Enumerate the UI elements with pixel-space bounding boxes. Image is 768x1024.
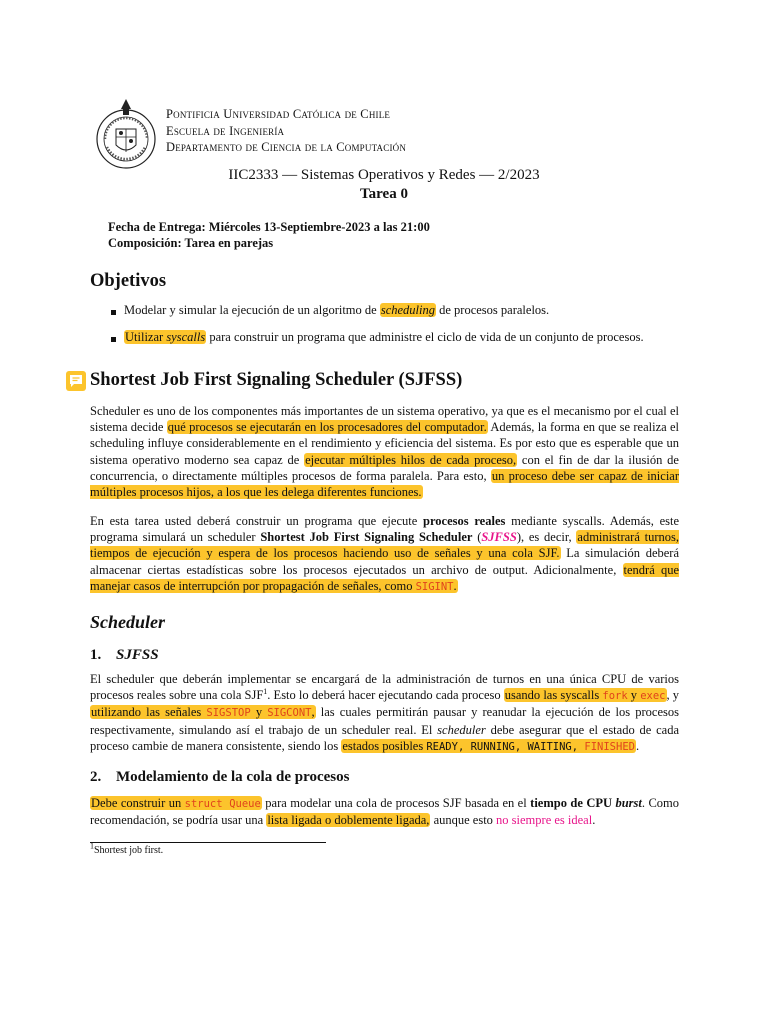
text-run: las cuales permitirán pausar y reanudar la ejecución de los procesos respectivamente, simulando así el trabajo de un scheduler real. El bbox=[90, 705, 679, 737]
due-date: Fecha de Entrega: Miércoles 13-Septiembre-2023 a las 21:00 bbox=[108, 220, 430, 234]
subsection-title-queue bbox=[90, 769, 349, 786]
bullet-square-icon bbox=[111, 310, 116, 315]
text-run: Shortest Job First Signaling Scheduler bbox=[260, 530, 473, 545]
text-run: , y bbox=[666, 688, 680, 703]
text-run: Debe construir un bbox=[91, 796, 185, 810]
paragraph-scheduler-intro bbox=[90, 403, 679, 500]
code-run: fork bbox=[602, 690, 628, 703]
code-run: FINISHED bbox=[584, 740, 635, 753]
objective-text bbox=[124, 330, 644, 345]
highlight[interactable] bbox=[504, 688, 667, 702]
highlight[interactable]: lista ligada o doblemente ligada, bbox=[267, 813, 430, 828]
section-title-sjfss: Shortest Job First Signaling Scheduler (SJFSS) bbox=[90, 370, 463, 390]
code-run: exec bbox=[640, 690, 666, 703]
list-item bbox=[108, 330, 644, 357]
subsection-number: 1. bbox=[90, 647, 102, 663]
highlight[interactable]: qué procesos se ejecutarán en los procesadores del computador. bbox=[167, 420, 487, 435]
text-run: syscalls bbox=[166, 330, 206, 344]
code-run: SIGSTOP bbox=[206, 707, 251, 720]
paragraph-queue-details bbox=[90, 795, 679, 828]
course-title: IIC2333 — Sistemas Operativos y Redes — 2/2023 bbox=[228, 167, 540, 183]
text-run: ), es decir, bbox=[516, 530, 577, 545]
list-item bbox=[108, 303, 644, 330]
code-run: READY, RUNNING, WAITING, bbox=[426, 740, 585, 753]
university-seal-logo bbox=[95, 95, 157, 175]
text-run: . Esto lo deberá hacer ejecutando cada proceso bbox=[267, 688, 504, 703]
footnote bbox=[90, 841, 164, 856]
university-name: Pontificia Universidad Católica de Chile bbox=[166, 107, 391, 121]
text-run: procesos reales bbox=[423, 514, 506, 528]
code-run: SIGCONT bbox=[267, 707, 312, 720]
text-run: y bbox=[250, 705, 268, 720]
department-name: Departamento de Ciencia de la Computación bbox=[166, 140, 407, 154]
text-run: para construir un programa que administre el ciclo de vida de un conjunto de procesos. bbox=[206, 330, 644, 344]
text-run: Además, la forma en que se realiza el scheduling influye considerablemente en el rendimiento y eficiencia del sistema. Es por esto que es esperable que un sistema operativo moderno sea capaz de bbox=[90, 420, 679, 467]
footnote-marker: 1 bbox=[263, 687, 268, 697]
text-run: Scheduler es uno de los componentes más importantes de un sistema operativo, ya que es el mecanismo por el cual el sistema decide bbox=[90, 404, 679, 435]
composition: Composición: Tarea en parejas bbox=[108, 236, 274, 250]
text-run: . bbox=[592, 813, 596, 828]
footnote-divider bbox=[90, 842, 326, 843]
text-run: y bbox=[627, 688, 641, 703]
section-title-objetivos: Objetivos bbox=[90, 271, 167, 291]
text-run: tendrá que manejar casos de interrupción por propagación de señales, como bbox=[90, 562, 680, 593]
school-name: Escuela de Ingeniería bbox=[166, 123, 285, 138]
text-run: con el fin de dar la ilusión de concurrencia, o directamente múltiples procesos de forma paralela. Para esto, bbox=[90, 452, 679, 483]
objective-text bbox=[124, 303, 549, 318]
text-run: de procesos paralelos. bbox=[436, 303, 550, 317]
subsection-number: 2. bbox=[90, 769, 102, 785]
text-run: El scheduler que deberán implementar se encargará de la administración de turnos en una única CPU de varios procesos reales sobre una cola SJF bbox=[90, 672, 679, 703]
paragraph-sjfss-details bbox=[90, 671, 679, 755]
subsection-title-sjfss bbox=[90, 647, 159, 664]
text-run: estados posibles bbox=[342, 738, 427, 753]
text-run: . bbox=[635, 738, 640, 753]
section-title-scheduler: Scheduler bbox=[90, 612, 166, 632]
text-run: mediante syscalls. Además, este programa simulará un scheduler bbox=[90, 514, 680, 545]
highlight[interactable] bbox=[124, 330, 206, 344]
highlight[interactable]: scheduling bbox=[380, 303, 435, 317]
highlight[interactable]: administrará turnos, tiempos de ejecución y espera de los procesos haciendo uso de señales y una cola SJF. bbox=[90, 530, 679, 561]
text-run: usando las syscalls bbox=[504, 688, 603, 703]
highlight[interactable]: un proceso debe ser capaz de iniciar múltiples procesos hijos, a los que les delega diferentes funciones. bbox=[90, 468, 679, 500]
text-run: SJFSS bbox=[481, 530, 517, 545]
text-run: Utilizar bbox=[125, 330, 167, 344]
speech-bubble-icon bbox=[69, 374, 83, 388]
paragraph-task-description bbox=[90, 513, 679, 595]
code-run: struct Queue bbox=[184, 798, 261, 810]
text-run: para modelar una cola de procesos SJF basada en el bbox=[261, 796, 531, 810]
text-run: . bbox=[453, 578, 457, 593]
text-run: no siempre es ideal bbox=[496, 813, 593, 828]
text-run: scheduler bbox=[437, 722, 486, 737]
text-run: debe asegurar que el estado de cada proceso cambie de manera consistente, siendo los bbox=[90, 722, 679, 753]
text-run: . Como recomendación, se podría usar una bbox=[90, 796, 680, 828]
text-run: , bbox=[311, 705, 315, 720]
highlight[interactable] bbox=[90, 705, 316, 719]
institution-block bbox=[166, 106, 406, 156]
text-run: burst bbox=[615, 796, 642, 810]
objectives-list bbox=[108, 303, 644, 357]
footnote-marker: 1 bbox=[90, 841, 94, 851]
assignment-meta bbox=[108, 219, 430, 251]
code-run: SIGINT bbox=[415, 580, 454, 593]
comment-icon[interactable] bbox=[66, 371, 86, 391]
text-run: utilizando las señales bbox=[91, 705, 207, 720]
text-run: Modelar y simular la ejecución de un algoritmo de bbox=[124, 303, 380, 317]
highlight[interactable]: ejecutar múltiples hilos de cada proceso, bbox=[305, 452, 517, 467]
text-run: tiempo de CPU bbox=[530, 796, 616, 810]
bullet-square-icon bbox=[111, 337, 116, 342]
text-run: ( bbox=[472, 530, 482, 545]
assignment-title: Tarea 0 bbox=[360, 186, 408, 202]
subsection-text: Modelamiento de la cola de procesos bbox=[116, 769, 350, 785]
subsection-text: SJFSS bbox=[116, 647, 159, 663]
highlight[interactable] bbox=[341, 739, 636, 753]
text-run: aunque esto bbox=[430, 813, 497, 828]
text-run: En esta tarea usted deberá construir un programa que ejecute bbox=[90, 514, 424, 528]
footnote-text: Shortest job first. bbox=[94, 845, 164, 856]
highlight[interactable] bbox=[90, 796, 262, 810]
text-run: La simulación deberá almacenar ciertas estadísticas sobre los procesos ejecutados un archivo de output. Adicionalmente, bbox=[90, 546, 680, 577]
